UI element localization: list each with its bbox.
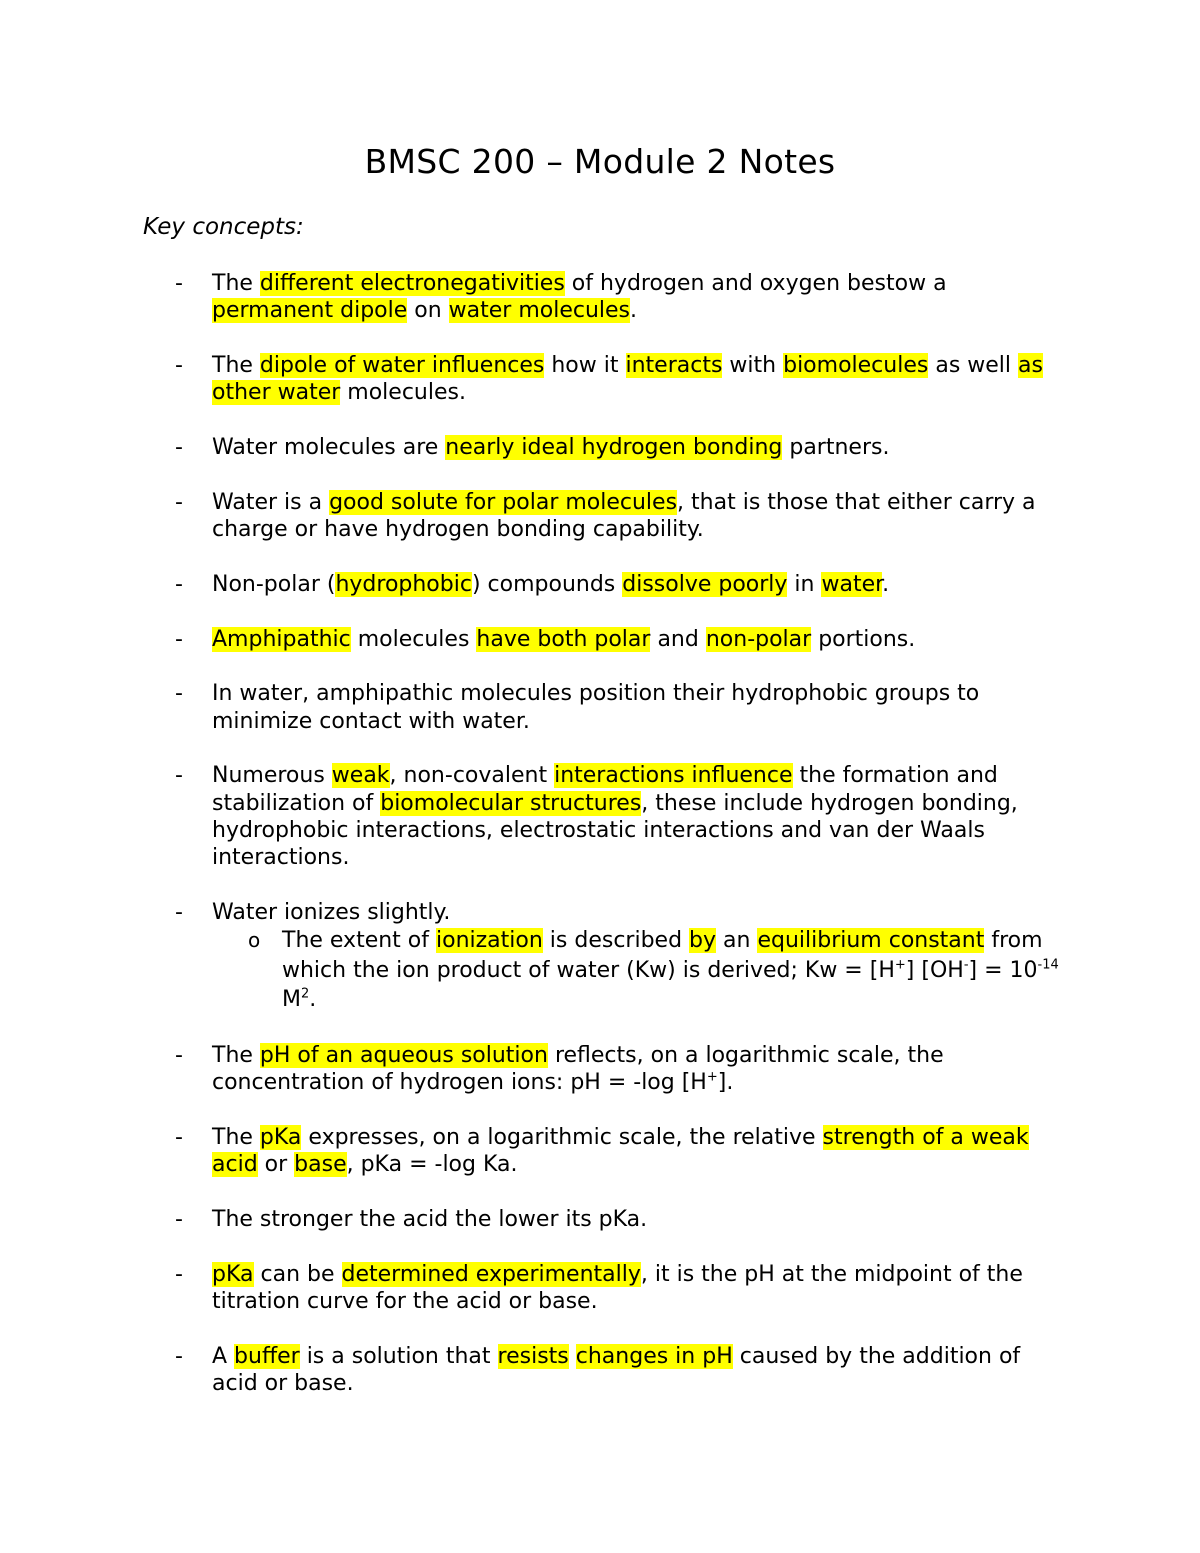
bullet-item xyxy=(0,571,1200,598)
superscript-text: - xyxy=(963,957,969,973)
text-segment: The extent of xyxy=(282,928,436,953)
bullet-text xyxy=(212,490,1036,542)
text-segment: from which the ion product of water (Kw) is derived; Kw = [H xyxy=(282,928,1043,983)
highlighted-text: pH of an aqueous solution xyxy=(259,1043,548,1069)
text-segment: . xyxy=(309,987,317,1012)
bullet-item xyxy=(0,1261,1200,1315)
text-segment: of hydrogen and oxygen bestow a xyxy=(564,271,947,296)
bullet-dash: - xyxy=(175,353,183,378)
bullet-item xyxy=(0,489,1200,543)
text-segment: molecules xyxy=(350,626,477,652)
bullet-text xyxy=(212,900,450,925)
bullet-dash: - xyxy=(175,626,183,652)
bullet-dash: - xyxy=(175,571,183,597)
text-segment: ] = 10 xyxy=(968,957,1038,983)
bullet-text xyxy=(212,763,1018,870)
text-segment: how it xyxy=(544,353,626,378)
highlighted-text: have both polar xyxy=(476,626,651,652)
text-segment: partners. xyxy=(782,435,890,460)
text-segment: Non-polar ( xyxy=(212,571,336,597)
superscript-text: + xyxy=(894,957,906,973)
bullet-dash: - xyxy=(175,899,183,925)
bullet-dash: - xyxy=(175,435,183,460)
bullet-text xyxy=(212,1125,1029,1177)
highlighted-text: determined experimentally xyxy=(341,1261,641,1287)
highlighted-text: as other water xyxy=(212,353,1043,406)
bullet-dash: - xyxy=(175,1207,183,1233)
text-segment: , pKa = -log Ka. xyxy=(346,1152,518,1178)
bullet-dash: - xyxy=(175,1343,183,1369)
text-segment: . xyxy=(630,298,638,324)
highlighted-text: biomolecules xyxy=(783,353,929,378)
text-segment: The xyxy=(212,1125,260,1151)
text-segment: and xyxy=(650,626,706,652)
bullet-item xyxy=(0,762,1200,871)
bullet-item xyxy=(0,434,1200,461)
text-segment xyxy=(569,1344,576,1369)
text-segment: expresses, on a logarithmic scale, the relative xyxy=(301,1125,823,1151)
text-segment: or xyxy=(257,1152,295,1178)
section-heading: Key concepts: xyxy=(143,214,304,240)
highlighted-text: water xyxy=(821,571,883,597)
text-segment: ]. xyxy=(717,1070,734,1096)
highlighted-text: non-polar xyxy=(705,626,812,652)
text-segment: The xyxy=(212,271,260,296)
text-segment: Water is a xyxy=(212,489,330,515)
bullet-text xyxy=(212,271,947,323)
text-segment: in xyxy=(787,571,822,597)
text-segment: the formation and stabilization of xyxy=(212,763,998,816)
highlighted-text: strength of a weak acid xyxy=(212,1125,1029,1178)
text-segment: Numerous xyxy=(212,763,332,789)
bullet-text xyxy=(212,353,1043,405)
bullet-item xyxy=(0,1343,1200,1397)
highlighted-text: buffer xyxy=(234,1343,300,1369)
bullet-text xyxy=(212,681,979,733)
bullet-item xyxy=(0,899,1200,1015)
bullet-text xyxy=(212,1344,1020,1396)
text-segment: molecules. xyxy=(340,380,466,406)
highlighted-text: changes in pH xyxy=(575,1343,733,1369)
highlighted-text: pKa xyxy=(259,1125,302,1151)
text-segment: A xyxy=(212,1343,235,1369)
text-segment: with xyxy=(722,353,784,378)
bullet-item xyxy=(0,352,1200,406)
bullet-item xyxy=(0,1042,1200,1096)
text-segment: is described xyxy=(542,928,690,953)
bullet-dash: - xyxy=(175,271,183,296)
text-segment: , non-covalent xyxy=(389,763,555,789)
highlighted-text: permanent dipole xyxy=(212,298,408,324)
highlighted-text: water molecules xyxy=(448,298,631,324)
text-segment: The xyxy=(212,1043,260,1069)
text-segment: reflects, on a logarithmic scale, the concentration of hydrogen ions: pH = -log [H xyxy=(212,1043,944,1096)
sub-bullet-item xyxy=(212,926,1060,1015)
text-segment: . xyxy=(882,571,890,597)
text-segment: In water, amphipathic molecules position their hydrophobic groups to minimize contact with water. xyxy=(212,681,980,734)
bullet-dash: - xyxy=(175,1125,183,1151)
highlighted-text: interactions influence xyxy=(554,763,793,789)
sub-bullet-marker: o xyxy=(248,928,261,952)
text-segment: caused by the addition of acid or base. xyxy=(212,1343,1021,1397)
bullet-text xyxy=(212,1262,1023,1314)
highlighted-text: ionization xyxy=(436,928,543,953)
bullet-text xyxy=(212,1043,944,1095)
highlighted-text: base xyxy=(294,1152,347,1178)
bullet-text xyxy=(212,1207,647,1232)
text-segment: M xyxy=(282,987,301,1012)
text-segment: ] [OH xyxy=(905,957,964,983)
highlighted-text: equilibrium constant xyxy=(757,928,985,953)
text-segment: , that is those that either carry a charge or have hydrogen bonding capability. xyxy=(212,489,1036,542)
bullet-dash: - xyxy=(175,681,183,707)
text-segment: can be xyxy=(253,1261,342,1287)
bullet-item xyxy=(0,680,1200,734)
highlighted-text: good solute for polar molecules xyxy=(329,489,678,515)
bullet-text xyxy=(212,627,915,652)
text-segment: The xyxy=(212,353,260,378)
superscript-text: -14 xyxy=(1037,957,1059,973)
bullet-text xyxy=(212,572,889,597)
highlighted-text: dissolve poorly xyxy=(622,571,788,597)
sub-bullet-text xyxy=(282,928,1059,1012)
highlighted-text: resists xyxy=(497,1343,569,1369)
highlighted-text: nearly ideal hydrogen bonding xyxy=(445,435,783,460)
text-segment: ) compounds xyxy=(471,571,623,597)
bullet-item xyxy=(0,626,1200,653)
highlighted-text: weak xyxy=(331,763,390,789)
bullet-dash: - xyxy=(175,763,183,789)
text-segment: , these include hydrogen bonding, hydrophobic interactions, electrostatic interactions and van der Waals interactions. xyxy=(212,790,1018,870)
text-segment: on xyxy=(407,298,449,324)
text-segment: Water molecules are xyxy=(212,435,446,460)
text-segment: is a solution that xyxy=(299,1343,498,1369)
key-concepts-list xyxy=(0,270,1200,1425)
bullet-item xyxy=(0,270,1200,324)
text-segment: portions. xyxy=(811,626,916,652)
highlighted-text: hydrophobic xyxy=(335,571,472,597)
text-segment: Water ionizes slightly. xyxy=(212,899,451,925)
highlighted-text: different electronegativities xyxy=(259,271,565,296)
superscript-text: 2 xyxy=(300,986,310,1002)
text-segment: an xyxy=(716,928,758,953)
highlighted-text: pKa xyxy=(212,1261,254,1287)
bullet-item xyxy=(0,1124,1200,1178)
bullet-text xyxy=(212,435,889,460)
text-segment: The stronger the acid the lower its pKa. xyxy=(212,1207,648,1233)
superscript-text: + xyxy=(706,1069,718,1085)
bullet-dash: - xyxy=(175,1261,183,1287)
page-title: BMSC 200 – Module 2 Notes xyxy=(364,142,836,181)
highlighted-text: Amphipathic xyxy=(212,626,351,652)
highlighted-text: dipole of water influences xyxy=(259,353,545,378)
bullet-item xyxy=(0,1206,1200,1233)
highlighted-text: interacts xyxy=(625,353,723,378)
highlighted-text: by xyxy=(689,928,717,953)
bullet-dash: - xyxy=(175,489,183,515)
text-segment: , it is the pH at the midpoint of the titration curve for the acid or base. xyxy=(212,1261,1023,1315)
text-segment: as well xyxy=(928,353,1019,378)
highlighted-text: biomolecular structures xyxy=(380,790,642,816)
bullet-dash: - xyxy=(175,1043,183,1069)
